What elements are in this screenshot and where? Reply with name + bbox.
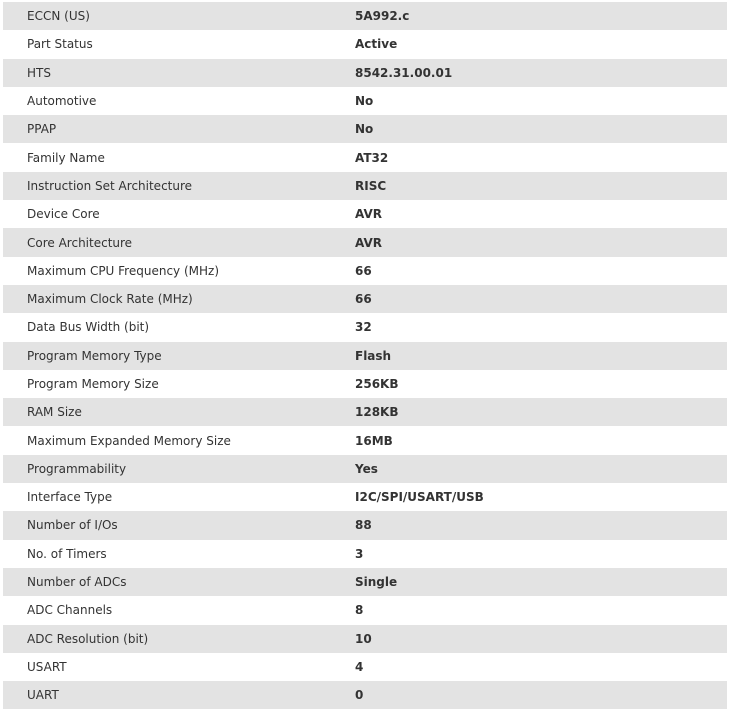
spec-label: Maximum Expanded Memory Size: [27, 433, 231, 448]
spec-row-adc-resolution: [3, 625, 727, 653]
spec-label: Maximum CPU Frequency (MHz): [27, 263, 219, 278]
spec-label: Program Memory Type: [27, 348, 162, 363]
spec-row-device-core: [3, 200, 727, 228]
spec-label: UART: [27, 688, 59, 703]
spec-label: Instruction Set Architecture: [27, 178, 193, 193]
spec-value: 8542.31.00.01: [355, 65, 453, 80]
spec-row-number-of-ios: [3, 511, 727, 539]
spec-label: No. of Timers: [27, 546, 107, 561]
spec-row-part-status: [3, 30, 727, 58]
spec-row-adc-channels: [3, 596, 727, 624]
spec-row-max-expanded-memory: [3, 426, 727, 454]
spec-value: 88: [355, 518, 372, 533]
spec-label: ADC Resolution (bit): [27, 631, 149, 646]
spec-value: I2C/SPI/USART/USB: [355, 490, 484, 505]
spec-row-data-bus-width: [3, 313, 727, 341]
spec-row-ppap: [3, 115, 727, 143]
spec-row-family-name: [3, 143, 727, 171]
spec-value: Active: [355, 37, 398, 52]
spec-label: Device Core: [27, 207, 100, 222]
spec-label: HTS: [27, 65, 51, 80]
spec-value: AT32: [355, 150, 389, 165]
spec-row-number-of-adcs: [3, 568, 727, 596]
spec-label: USART: [27, 659, 67, 674]
spec-value: AVR: [355, 207, 382, 222]
spec-value: AVR: [355, 235, 382, 250]
spec-label: RAM Size: [27, 405, 82, 420]
spec-label: Programmability: [27, 461, 127, 476]
spec-value: No: [355, 122, 374, 137]
spec-label: PPAP: [27, 122, 57, 137]
spec-label: ADC Channels: [27, 603, 113, 618]
spec-row-max-clock-rate: [3, 285, 727, 313]
spec-value: 128KB: [355, 405, 399, 420]
spec-row-program-memory-type: [3, 342, 727, 370]
spec-value: 4: [355, 659, 364, 674]
spec-table: [3, 2, 727, 709]
spec-value: 256KB: [355, 377, 399, 391]
spec-label: Interface Type: [27, 490, 113, 505]
spec-row-hts: [3, 59, 727, 87]
spec-value: 8: [355, 603, 364, 618]
spec-value: No: [355, 94, 374, 109]
spec-row-uart: [3, 681, 727, 709]
spec-value: Single: [355, 575, 398, 590]
spec-row-ram-size: [3, 398, 727, 426]
spec-row-timers: [3, 540, 727, 568]
spec-value: 0: [355, 688, 364, 703]
spec-label: Data Bus Width (bit): [27, 320, 150, 335]
spec-value: 66: [355, 263, 372, 278]
spec-value: Yes: [355, 461, 378, 476]
spec-label: Number of ADCs: [27, 575, 127, 590]
spec-value: RISC: [355, 178, 387, 193]
spec-row-program-memory-size: [3, 370, 727, 398]
spec-row-max-cpu-frequency: [3, 257, 727, 285]
spec-label: Maximum Clock Rate (MHz): [27, 292, 193, 307]
spec-row-core-architecture: [3, 228, 727, 256]
spec-value: 5A992.c: [355, 9, 410, 24]
spec-label: Program Memory Size: [27, 377, 159, 391]
spec-label: Family Name: [27, 150, 105, 165]
spec-label: Automotive: [27, 94, 97, 109]
spec-value: 10: [355, 631, 372, 646]
spec-value: 32: [355, 320, 372, 335]
spec-label: Part Status: [27, 37, 93, 52]
spec-row-usart: [3, 653, 727, 681]
spec-value: 3: [355, 546, 364, 561]
spec-row-isa: [3, 172, 727, 200]
spec-row-programmability: [3, 455, 727, 483]
spec-row-eccn: [3, 2, 727, 30]
spec-label: Number of I/Os: [27, 518, 118, 533]
spec-row-automotive: [3, 87, 727, 115]
spec-value: Flash: [355, 348, 392, 363]
spec-row-interface-type: [3, 483, 727, 511]
spec-value: 66: [355, 292, 372, 307]
spec-label: Core Architecture: [27, 235, 133, 250]
spec-value: 16MB: [355, 433, 393, 448]
spec-label: ECCN (US): [27, 9, 90, 24]
